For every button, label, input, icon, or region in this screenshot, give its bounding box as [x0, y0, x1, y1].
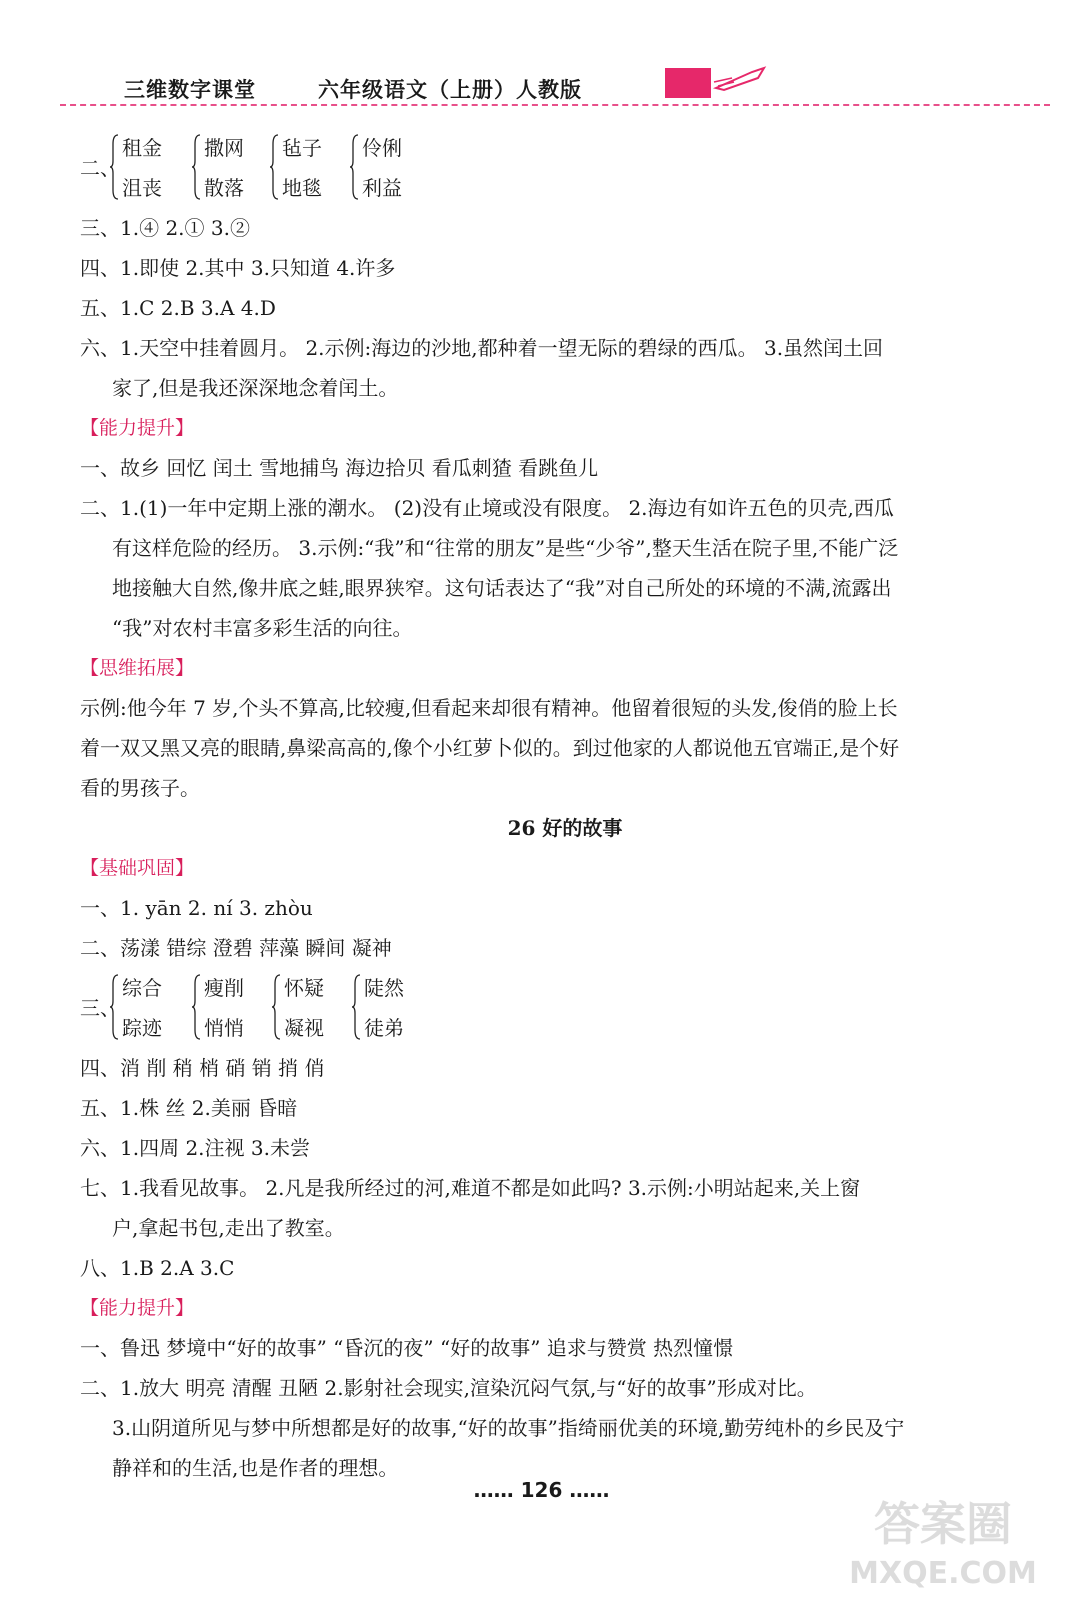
answer-line: 四、1.即使 2.其中 3.只知道 4.许多	[80, 256, 396, 280]
section-heading-ability: 【能力提升】	[80, 417, 195, 439]
brace-icon	[272, 974, 281, 1040]
question-number: 三、	[80, 996, 120, 1020]
brace-icon	[110, 974, 119, 1040]
brace-icon	[270, 134, 279, 200]
question-number: 二、	[80, 156, 120, 180]
word: 毡子	[282, 136, 322, 160]
question-2-word-pairs	[80, 128, 1050, 208]
answer-line: 示例:他今年 7 岁,个头不算高,比较瘦,但看起来却很有精神。他留着很短的头发,俊俏的脸上长	[80, 696, 898, 720]
answer-line: 家了,但是我还深深地念着闰土。	[112, 376, 399, 400]
section-heading-ability: 【能力提升】	[80, 1297, 195, 1319]
answer-line: 三、1.④ 2.① 3.②	[80, 216, 250, 240]
page-dots: ……	[569, 1478, 610, 1502]
answer-line: 静祥和的生活,也是作者的理想。	[112, 1456, 399, 1480]
answer-line: 一、1. yān 2. ní 3. zhòu	[80, 896, 313, 920]
page-dots: ……	[473, 1478, 514, 1502]
answer-line: 户,拿起书包,走出了教室。	[112, 1216, 345, 1240]
word: 利益	[362, 176, 402, 200]
word: 地毯	[282, 176, 322, 200]
word: 凝视	[284, 1016, 324, 1040]
header-book-title: 六年级语文（上册）人教版	[318, 78, 582, 102]
word: 散落	[204, 176, 244, 200]
section-heading-basic: 【基础巩固】	[80, 857, 195, 879]
word: 撒网	[204, 136, 244, 160]
answer-line: 一、故乡 回忆 闰土 雪地捕鸟 海边拾贝 看瓜刺猹 看跳鱼儿	[80, 456, 599, 480]
answer-line: 六、1.天空中挂着圆月。 2.示例:海边的沙地,都种着一望无际的碧绿的西瓜。 3.虽然闰土回	[80, 336, 884, 360]
header-dashed-rule	[60, 104, 1050, 106]
word: 综合	[122, 976, 162, 1000]
word: 租金	[122, 136, 162, 160]
answer-line: 七、1.我看见故事。 2.凡是我所经过的河,难道不都是如此吗? 3.示例:小明站起来,关上窗	[80, 1176, 861, 1200]
answer-line: “我”对农村丰富多彩生活的向往。	[112, 616, 413, 640]
answer-line: 八、1.B 2.A 3.C	[80, 1256, 235, 1280]
answer-line: 地接触大自然,像井底之蛙,眼界狭窄。这句话表达了“我”对自己所处的环境的不满,流露出	[112, 576, 892, 600]
answer-line: 五、1.株 丝 2.美丽 昏暗	[80, 1096, 298, 1120]
header-brand: 三维数字课堂	[124, 78, 256, 102]
brace-icon	[192, 974, 201, 1040]
section-heading-thinking: 【思维拓展】	[80, 657, 195, 679]
svg-text:答案圈: 答案圈	[874, 1497, 1012, 1551]
answer-line: 二、1.(1)一年中定期上涨的潮水。 (2)没有止境或没有限度。 2.海边有如许五色的贝壳,西瓜	[80, 496, 894, 520]
brace-icon	[350, 134, 359, 200]
brace-icon	[352, 974, 361, 1040]
rocket-icon	[712, 62, 772, 92]
brace-icon	[110, 134, 119, 200]
word: 踪迹	[122, 1016, 162, 1040]
svg-text:MXQE.COM: MXQE.COM	[849, 1556, 1037, 1591]
answer-line: 六、1.四周 2.注视 3.未尝	[80, 1136, 310, 1160]
answer-line: 二、1.放大 明亮 清醒 丑陋 2.影射社会现实,渲染沉闷气氛,与“好的故事”形成对比。	[80, 1376, 817, 1400]
answer-line: 着一双又黑又亮的眼睛,鼻梁高高的,像个小红萝卜似的。到过他家的人都说他五官端正,是个好	[80, 736, 900, 760]
word: 悄悄	[204, 1016, 244, 1040]
answer-line: 四、消 削 稍 梢 硝 销 捎 俏	[80, 1056, 325, 1080]
word: 瘦削	[204, 976, 244, 1000]
watermark-logo	[843, 1485, 1043, 1595]
word: 沮丧	[122, 176, 162, 200]
answer-line: 3.山阴道所见与梦中所想都是好的故事,“好的故事”指绮丽优美的环境,勤劳纯朴的乡民及宁	[112, 1416, 905, 1440]
answer-line: 二、荡漾 错综 澄碧 萍藻 瞬间 凝神	[80, 936, 392, 960]
answer-content	[80, 128, 1050, 1488]
answer-line: 一、鲁迅 梦境中“好的故事” “昏沉的夜” “好的故事” 追求与赞赏 热烈憧憬	[80, 1336, 734, 1360]
answer-line: 有这样危险的经历。 3.示例:“我”和“往常的朋友”是些“少爷”,整天生活在院子里,不能广泛	[112, 536, 899, 560]
answer-line: 看的男孩子。	[80, 776, 200, 800]
word: 怀疑	[284, 976, 324, 1000]
page-header	[0, 62, 1083, 112]
brace-icon	[192, 134, 201, 200]
answer-line: 五、1.C 2.B 3.A 4.D	[80, 296, 276, 320]
question-3-word-pairs	[80, 968, 1050, 1048]
header-color-block	[665, 68, 711, 98]
word: 徒弟	[364, 1016, 404, 1040]
word: 陡然	[364, 976, 404, 1000]
page-number-value: 126	[520, 1478, 563, 1502]
word: 伶俐	[362, 136, 402, 160]
lesson-title: 26 好的故事	[507, 816, 623, 840]
